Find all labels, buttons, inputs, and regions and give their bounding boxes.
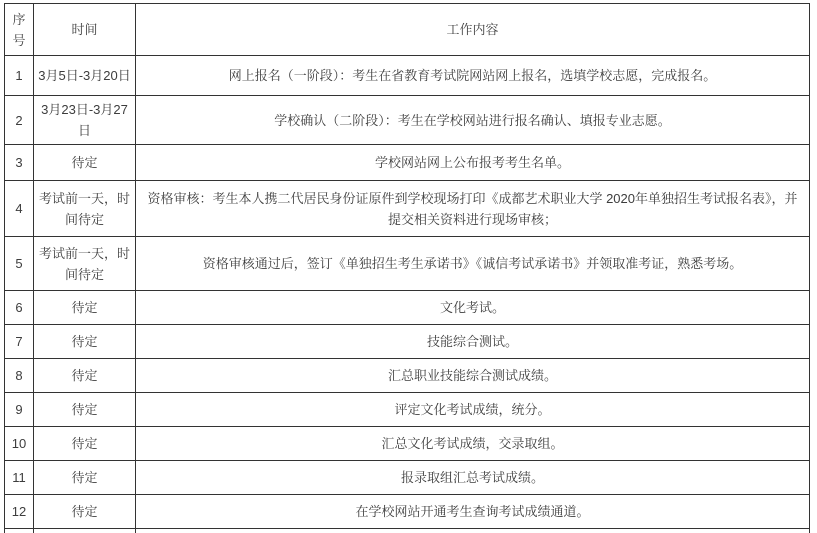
row-time-cell: 3月23日-3月27日: [34, 96, 136, 145]
row-number-cell: 9: [5, 393, 34, 427]
row-time-cell: 待定: [34, 461, 136, 495]
row-content-cell: 汇总职业技能综合测试成绩。: [136, 359, 810, 393]
row-number-cell: 6: [5, 291, 34, 325]
table-row: [5, 393, 810, 427]
row-time-cell: 待定: [34, 359, 136, 393]
row-content-cell: 文化考试。: [136, 291, 810, 325]
schedule-table: [4, 3, 810, 533]
row-time-cell: [34, 529, 136, 533]
header-time: 时间: [34, 4, 136, 56]
row-content-cell: 在学校网站开通考生查询考试成绩通道。: [136, 495, 810, 529]
row-number-cell: 1: [5, 56, 34, 96]
row-content-cell: 网上报名（一阶段）：考生在省教育考试院网站网上报名，选填学校志愿，完成报名。: [136, 56, 810, 96]
header-content: 工作内容: [136, 4, 810, 56]
row-number-cell: 4: [5, 181, 34, 237]
row-time-cell: 待定: [34, 145, 136, 181]
table-row: [5, 237, 810, 291]
row-time-cell: 待定: [34, 495, 136, 529]
row-time-cell: 3月5日-3月20日: [34, 56, 136, 96]
row-time-cell: 待定: [34, 325, 136, 359]
table-row-clipped: [5, 529, 810, 533]
row-time-cell: 待定: [34, 427, 136, 461]
row-content-cell: 学校确认（二阶段）：考生在学校网站进行报名确认、填报专业志愿。: [136, 96, 810, 145]
table-header-row: [5, 4, 810, 56]
row-time-cell: 待定: [34, 291, 136, 325]
table-row: [5, 461, 810, 495]
row-number-cell: 5: [5, 237, 34, 291]
table-row: [5, 181, 810, 237]
row-content-cell: 评定文化考试成绩，统分。: [136, 393, 810, 427]
table-row: [5, 96, 810, 145]
row-number-cell: 3: [5, 145, 34, 181]
row-content-cell: 学校网站网上公布报考考生名单。: [136, 145, 810, 181]
row-content-cell: [136, 529, 810, 533]
table-row: [5, 325, 810, 359]
table-row: [5, 291, 810, 325]
header-number: 序号: [5, 4, 34, 56]
table-row: [5, 359, 810, 393]
row-content-cell: 汇总文化考试成绩，交录取组。: [136, 427, 810, 461]
row-content-cell: 资格审核：考生本人携二代居民身份证原件到学校现场打印《成都艺术职业大学 2020年单独招生考试报名表》，并提交相关资料进行现场审核；: [136, 181, 810, 237]
table-row: [5, 56, 810, 96]
table-row: [5, 427, 810, 461]
row-content-cell: 报录取组汇总考试成绩。: [136, 461, 810, 495]
row-content-cell: 技能综合测试。: [136, 325, 810, 359]
row-time-cell: 考试前一天，时间待定: [34, 181, 136, 237]
row-number-cell: [5, 529, 34, 533]
row-content-cell: 资格审核通过后，签订《单独招生考生承诺书》《诚信考试承诺书》并领取准考证，熟悉考场。: [136, 237, 810, 291]
row-number-cell: 11: [5, 461, 34, 495]
row-number-cell: 12: [5, 495, 34, 529]
row-number-cell: 7: [5, 325, 34, 359]
row-number-cell: 8: [5, 359, 34, 393]
table-row: [5, 145, 810, 181]
row-number-cell: 10: [5, 427, 34, 461]
row-time-cell: 考试前一天，时间待定: [34, 237, 136, 291]
row-number-cell: 2: [5, 96, 34, 145]
table-row: [5, 495, 810, 529]
row-time-cell: 待定: [34, 393, 136, 427]
